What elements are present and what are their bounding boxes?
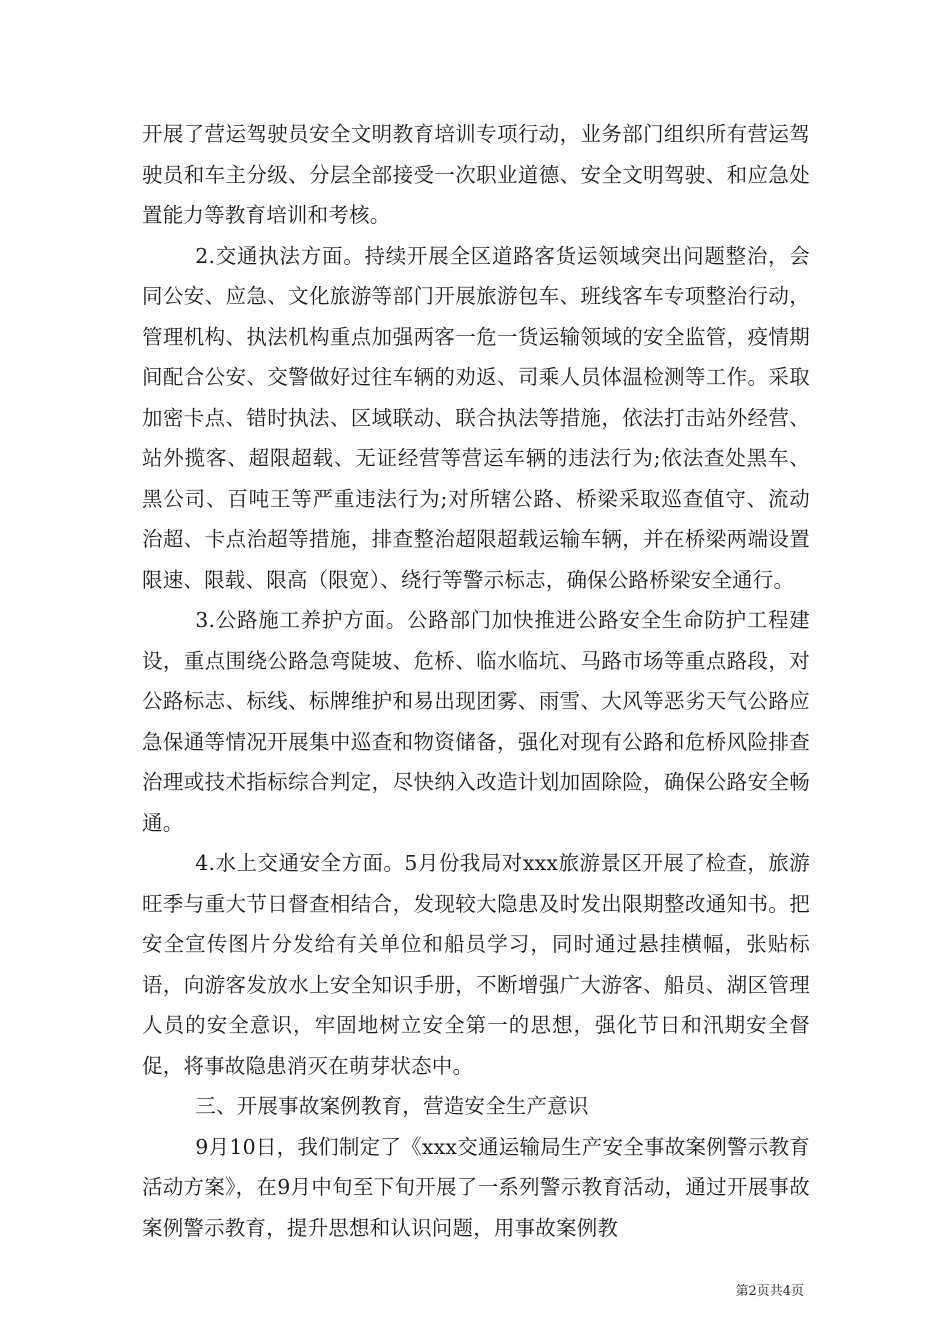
paragraph-road-maintenance: 3.公路施工养护方面。公路部门加快推进公路安全生命防护工程建设，重点围绕公路急弯陡坡、危桥、临水临坑、马路市场等重点路段，对公路标志、标线、标牌维护和易出现团雾、雨雪、大风等恶劣天气公路应急保通等情况开展集中巡查和物资储备，强化对现有公路和危桥风险排查治理或技术指标综合判定，尽快纳入改造计划加固除险，确保公路安全畅通。: [142, 608, 810, 835]
document-body: [142, 114, 810, 1248]
paragraph-accident-case-education: 9月10日，我们制定了《xxx交通运输局生产安全事故案例警示教育活动方案》，在9月中旬至下旬开展了一系列警示教育活动，通过开展事故案例警示教育，提升思想和认识问题，用事故案例教: [142, 1134, 810, 1240]
paragraph-continuation: 开展了营运驾驶员安全文明教育培训专项行动，业务部门组织所有营运驾驶员和车主分级、分层全部接受一次职业道德、安全文明驾驶、和应急处置能力等教育培训和考核。: [142, 122, 810, 227]
paragraph-traffic-enforcement: 2.交通执法方面。持续开展全区道路客货运领域突出问题整治，会同公安、应急、文化旅游等部门开展旅游包车、班线客车专项整治行动，管理机构、执法机构重点加强两客一危一货运输领域的安全监管，疫情期间配合公安、交警做好过往车辆的劝返、司乘人员体温检测等工作。采取加密卡点、错时执法、区域联动、联合执法等措施，依法打击站外经营、站外揽客、超限超载、无证经营等营运车辆的违法行为;依法查处黑车、黑公司、百吨王等严重违法行为;对所辖公路、桥梁采取巡查值守、流动治超、卡点治超等措施，排查整治超限超载运输车辆，并在桥梁两端设置限速、限载、限高（限宽）、绕行等警示标志，确保公路桥梁安全通行。: [142, 243, 810, 592]
page-number: 第2页共4页: [735, 1284, 804, 1299]
section-heading-accident-education: 三、开展事故案例教育，营造安全生产意识: [195, 1094, 589, 1118]
paragraph-water-traffic-safety: 4.水上交通安全方面。5月份我局对xxx旅游景区开展了检查，旅游旺季与重大节日督查相结合，发现较大隐患及时发出限期整改通知书。把安全宣传图片分发给有关单位和船员学习，同时通过悬挂横幅，张贴标语，向游客发放水上安全知识手册，不断增强广大游客、船员、湖区管理人员的安全意识，牢固地树立安全第一的思想，强化节日和汛期安全督促，将事故隐患消灭在萌芽状态中。: [142, 851, 810, 1078]
